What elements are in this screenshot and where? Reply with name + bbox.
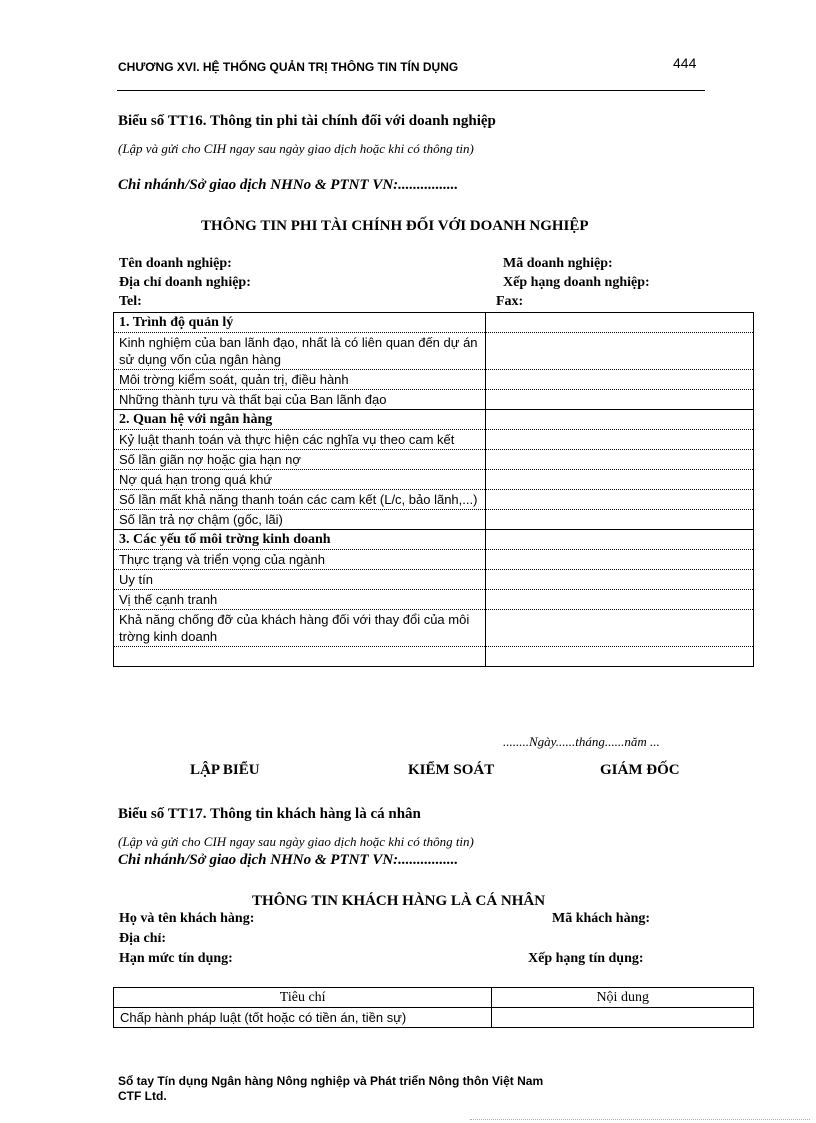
table-row [114,470,754,490]
table-row [114,333,754,370]
form1-note: (Lập và gửi cho CIH ngay sau ngày giao dịch hoặc khi có thông tin) [118,141,474,156]
section-label: 3. Các yếu tố môi trờng kinh doanh [114,530,486,550]
table-row [114,570,754,590]
table-row [114,590,754,610]
footer-book-title: Sổ tay Tín dụng Ngân hàng Nông nghiệp và Phát triển Nông thôn Việt Nam [118,1074,544,1088]
content-cell [486,450,754,470]
field-credit-rating: Xếp hạng tín dụng: [528,951,644,966]
form1-heading: THÔNG TIN PHI TÀI CHÍNH ĐỐI VỚI DOANH NGHIỆP [201,218,589,234]
content-cell [486,313,754,333]
content-cell [486,410,754,430]
form1-branch: Chi nhánh/Sở giao dịch NHNo & PTNT VN:................ [118,177,459,193]
criteria-label: Khả năng chống đỡ của khách hàng đối với thay đổi của môi trờng kinh doanh [114,610,486,647]
criteria-label: Vị thế cạnh tranh [114,590,486,610]
date-line: ........Ngày......tháng......năm ... [503,734,660,749]
field-company-address: Địa chỉ doanh nghiệp: [119,275,251,290]
content-cell [486,550,754,570]
signature-preparer: LẬP BIỂU [190,762,260,778]
field-tel: Tel: [119,294,142,309]
content-cell [486,333,754,370]
table-row [114,550,754,570]
field-credit-limit: Hạn mức tín dụng: [119,951,233,966]
field-company-rating: Xếp hạng doanh nghiệp: [503,275,650,290]
content-cell [486,590,754,610]
content-cell [492,1008,754,1028]
content-cell [486,470,754,490]
criteria-label [114,647,486,667]
table-row [114,390,754,410]
table-row [114,490,754,510]
col-criteria-header: Tiêu chí [114,988,492,1008]
content-cell [486,390,754,410]
table-row [114,370,754,390]
criteria-label: Uy tín [114,570,486,590]
form1-title: Biểu số TT16. Thông tin phi tài chính đối với doanh nghiệp [118,113,496,129]
table-row [114,647,754,667]
page-number: 444 [673,55,697,71]
criteria-label: Nợ quá hạn trong quá khứ [114,470,486,490]
table-row [114,510,754,530]
form2-heading: THÔNG TIN KHÁCH HÀNG LÀ CÁ NHÂN [252,893,546,909]
form2-note: (Lập và gửi cho CIH ngay sau ngày giao dịch hoặc khi có thông tin) [118,834,474,849]
col-content-header: Nội dung [492,988,754,1008]
bottom-divider [470,1119,810,1120]
table-row [114,610,754,647]
table-row [114,450,754,470]
form2-branch: Chi nhánh/Sở giao dịch NHNo & PTNT VN:................ [118,852,459,868]
content-cell [486,610,754,647]
signature-director: GIÁM ĐỐC [600,762,680,778]
footer-company: CTF Ltd. [118,1089,167,1103]
non-financial-table [113,312,754,667]
criteria-label: Số lần trả nợ chậm (gốc, lãi) [114,510,486,530]
criteria-label: Kinh nghiệm của ban lãnh đạo, nhất là có liên quan đến dự án sử dụng vốn của ngân hàng [114,333,486,370]
section-row [114,530,754,550]
field-company-code: Mã doanh nghiệp: [503,256,613,271]
customer-table [113,987,754,1028]
criteria-label: Môi trờng kiểm soát, quản trị, điều hành [114,370,486,390]
criteria-label: Số lần giãn nợ hoặc gia hạn nợ [114,450,486,470]
field-customer-name: Họ và tên khách hàng: [119,911,255,926]
criteria-label: Kỷ luật thanh toán và thực hiện các nghĩa vụ theo cam kết [114,430,486,450]
criteria-cell: Chấp hành pháp luật (tốt hoặc có tiền án, tiền sự) [114,1008,492,1028]
field-customer-address: Địa chỉ: [119,931,167,946]
content-cell [486,510,754,530]
section-label: 2. Quan hệ với ngân hàng [114,410,486,430]
field-company-name: Tên doanh nghiệp: [119,256,232,271]
header-rule [117,90,705,91]
section-label: 1. Trình độ quản lý [114,313,486,333]
table-row [114,430,754,450]
criteria-label: Những thành tựu và thất bại của Ban lãnh đạo [114,390,486,410]
field-customer-code: Mã khách hàng: [552,911,651,926]
field-fax: Fax: [496,294,524,309]
content-cell [486,570,754,590]
content-cell [486,490,754,510]
section-row [114,410,754,430]
content-cell [486,647,754,667]
content-cell [486,370,754,390]
chapter-title: CHƯƠNG XVI. HỆ THỐNG QUẢN TRỊ THÔNG TIN TÍN DỤNG [118,60,459,74]
criteria-label: Số lần mất khả năng thanh toán các cam kết (L/c, bảo lãnh,...) [114,490,486,510]
form2-title: Biểu số TT17. Thông tin khách hàng là cá nhân [118,806,421,822]
criteria-label: Thực trạng và triển vọng của ngành [114,550,486,570]
signature-controller: KIỂM SOÁT [408,762,495,778]
content-cell [486,530,754,550]
section-row [114,313,754,333]
content-cell [486,430,754,450]
